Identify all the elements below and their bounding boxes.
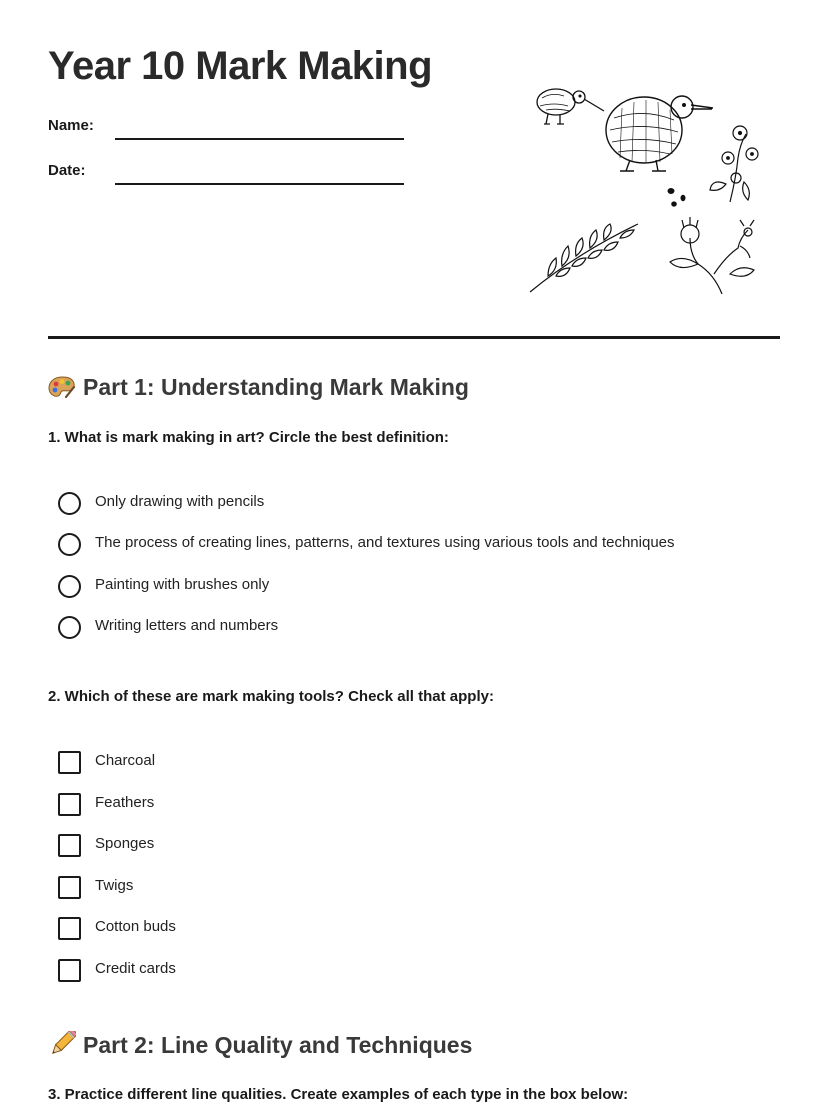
q2-option-credit-cards[interactable] xyxy=(58,959,758,985)
date-label: Date: xyxy=(48,162,86,179)
q2-option-cotton-buds[interactable] xyxy=(58,917,758,943)
name-field[interactable] xyxy=(115,138,404,140)
pencil-icon xyxy=(48,1031,76,1063)
worksheet-page xyxy=(48,0,780,1118)
radio-button[interactable] xyxy=(58,616,81,639)
seeds-icon xyxy=(668,188,686,207)
q1-option-3[interactable] xyxy=(58,575,758,601)
radio-button[interactable] xyxy=(58,492,81,515)
q2-option-label: Cotton buds xyxy=(95,918,176,935)
nature-illustration xyxy=(526,78,762,300)
flower-branch-icon xyxy=(670,217,754,294)
q1-option-label: Only drawing with pencils xyxy=(95,493,265,510)
q1-option-1[interactable] xyxy=(58,492,758,518)
part2-heading xyxy=(48,1031,472,1063)
question-2: 2. Which of these are mark making tools? Check all that apply: xyxy=(48,688,494,705)
date-field-row xyxy=(48,162,408,192)
q2-option-label: Charcoal xyxy=(95,752,156,769)
berry-branch-icon xyxy=(710,126,758,202)
q2-option-label: Twigs xyxy=(95,877,134,894)
q1-option-label: Painting with brushes only xyxy=(95,576,270,593)
checkbox[interactable] xyxy=(58,751,81,774)
q2-option-twigs[interactable] xyxy=(58,876,758,902)
checkbox[interactable] xyxy=(58,793,81,816)
q1-option-label: Writing letters and numbers xyxy=(95,617,279,634)
name-field-row xyxy=(48,117,408,147)
name-label: Name: xyxy=(48,117,94,134)
q2-option-label: Feathers xyxy=(95,794,155,811)
q2-option-feathers[interactable] xyxy=(58,793,758,819)
q2-option-label: Sponges xyxy=(95,835,155,852)
radio-button[interactable] xyxy=(58,575,81,598)
date-field[interactable] xyxy=(115,183,404,185)
part2-heading-text: Part 2: Line Quality and Techniques xyxy=(83,1032,473,1058)
q2-option-charcoal[interactable] xyxy=(58,751,758,777)
question-3: 3. Practice different line qualities. Create examples of each type in the box below: xyxy=(48,1086,629,1103)
q2-option-sponges[interactable] xyxy=(58,834,758,860)
page-title: Year 10 Mark Making xyxy=(48,44,433,88)
q1-option-4[interactable] xyxy=(58,616,758,642)
palette-icon xyxy=(48,375,76,405)
section-divider xyxy=(48,336,780,339)
q1-option-2[interactable] xyxy=(58,533,758,559)
checkbox[interactable] xyxy=(58,834,81,857)
kiwi-small-icon xyxy=(537,89,604,124)
kiwi-large-icon xyxy=(606,96,713,171)
checkbox[interactable] xyxy=(58,959,81,982)
q2-option-label: Credit cards xyxy=(95,960,176,977)
radio-button[interactable] xyxy=(58,533,81,556)
checkbox[interactable] xyxy=(58,917,81,940)
q1-option-label: The process of creating lines, patterns, and textures using various tools and techniques xyxy=(95,534,675,551)
part1-heading xyxy=(48,374,469,405)
checkbox[interactable] xyxy=(58,876,81,899)
part1-heading-text: Part 1: Understanding Mark Making xyxy=(83,374,469,400)
question-1: 1. What is mark making in art? Circle the best definition: xyxy=(48,429,449,446)
fern-branch-icon xyxy=(530,224,638,292)
